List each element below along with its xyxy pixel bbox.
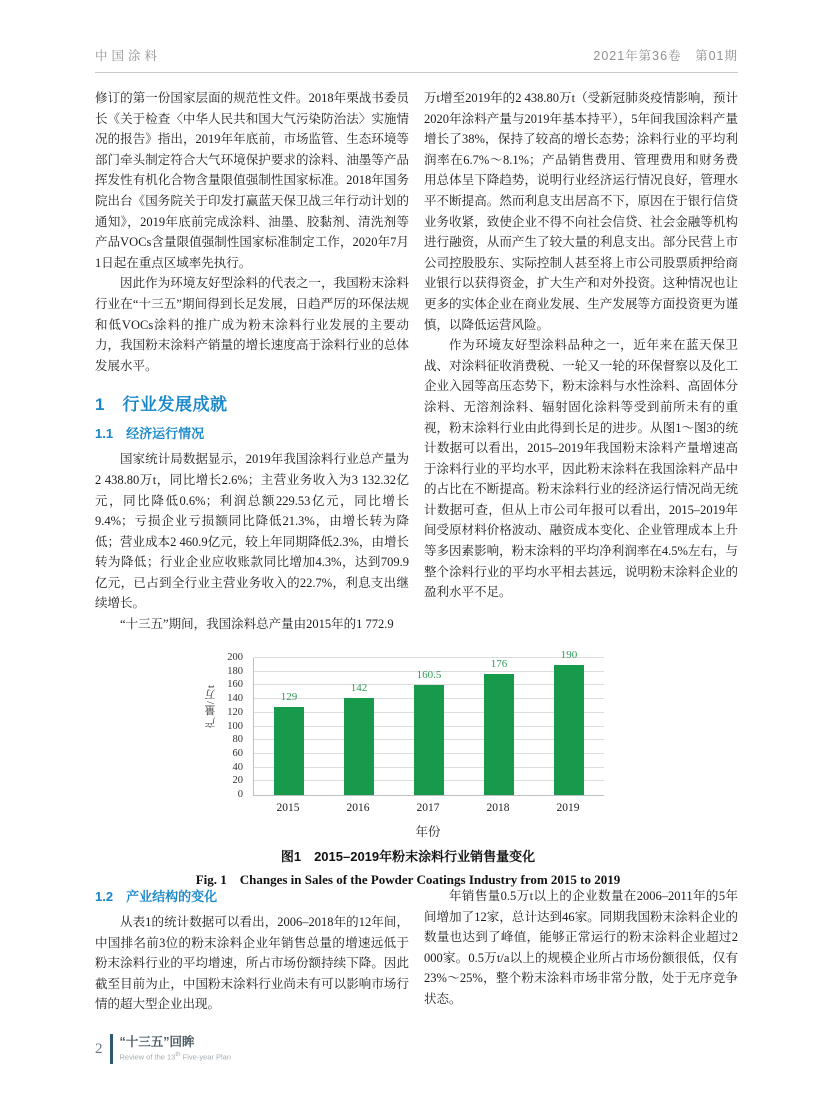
paragraph: 修订的第一份国家层面的规范性文件。2018年栗战书委员长《关于检查〈中华人民共和国大气污染防治法〉实施情况的报告》指出，2019年年底前，市场监管、生态环境等部门牵头制定符合大气环境保护要求的涂料、油墨等产品挥发性有机化合物含量限值强制性国家标准。2018年国务院出台《国务院关于印发打赢蓝天保卫战三年行动计划的通知》，2019年底前完成涂料、油墨、胶黏剂、清洗剂等产品VOCs含量限值强制性国家标准制定工作，2020年7月1日起在重点区域率先执行。 xyxy=(95,91,409,270)
chart-ytick-label: 140 xyxy=(227,693,243,705)
chart-xtick-label: 2017 xyxy=(416,802,440,814)
chart-bar xyxy=(554,665,584,795)
chart-bar xyxy=(484,674,514,795)
chart-ytick-label: 180 xyxy=(227,665,243,677)
chart-ytick-label: 20 xyxy=(232,775,243,787)
chart-ytick-label: 100 xyxy=(227,720,243,732)
chart-bar-value-label: 176 xyxy=(490,658,508,671)
chart-ytick-label: 40 xyxy=(232,761,243,773)
left-column-bottom xyxy=(95,886,409,1054)
chart-ytick-label: 80 xyxy=(232,734,243,746)
chart-xtick-label: 2019 xyxy=(556,802,580,814)
chart-bar xyxy=(274,707,304,795)
paragraph: “十三五”期间，我国涂料总产量由2015年的1 772.9 xyxy=(120,617,394,632)
section-heading-1-1: 1.1 经济运行情况 xyxy=(95,426,205,442)
chart-xtick-label: 2016 xyxy=(346,802,370,814)
chart-xtick-label: 2018 xyxy=(486,802,510,814)
page-header xyxy=(95,46,738,73)
chart-ytick-label: 160 xyxy=(227,679,243,691)
figure-caption-chinese: 图1 2015–2019年粉末涂料行业销售量变化 xyxy=(280,849,536,864)
chart-xtick-label: 2015 xyxy=(276,802,300,814)
figure-caption-english: Fig. 1 Changes in Sales of the Powder Coatings Industry from 2015 to 2019 xyxy=(195,872,621,887)
chart-plot xyxy=(253,648,604,796)
paragraph: 万t增至2019年的2 438.80万t（受新冠肺炎疫情影响，预计2020年涂料产量与2019年基本持平），5年间我国涂料产量增长了38%，保持了较高的增长态势；涂料行业的平均利润率在6.7%～8.1%；产品销售费用、管理费用和财务费用总体呈下降趋势，说明行业经济运行情况良好，管理水平不断提高。然而利息支出居高不下，原因在于银行信贷业务收紧，致使企业不得不向社会信贷、社会金融等机构进行融资，从而产生了较大量的利息支出。部分民营上市公司控股股东、实际控制人甚至将上市公司股票质押给商业银行以获得资金，扩大生产和对外投资。这种情况也让更多的实体企业在商业发展、生产发展等方面投资更为谨慎，以降低运营风险。 xyxy=(424,91,738,332)
chart-ytick-label: 0 xyxy=(237,789,243,800)
chart-bar xyxy=(414,685,444,795)
chart-ytick-labels xyxy=(219,652,247,800)
paragraph: 作为环境友好型涂料品种之一，近年来在蓝天保卫战、对涂料征收消费税、一轮又一轮的环保督察以及化工企业入园等高压态势下，粉末涂料与水性涂料、高固体分涂料、无溶剂涂料、辐射固化涂料等受到前所未有的重视，粉末涂料行业由此得到长足的进步。从图1～图3的统计数据可以看出，2015–2019年我国粉末涂料产量增速高于涂料行业的平均水平，因此粉末涂料在我国涂料产品中的占比在不断提高。粉末涂料行业的经济运行情况尚无统计数据可查，但从上市公司年报可以看出，2015–2019年间受原材料价格波动、融资成本变化、企业管理成本上升等多因素影响，粉末涂料的平均净利润率在4.5%左右，与整个涂料行业的平均水平相去甚远，说明粉末涂料企业的盈利水平不足。 xyxy=(424,338,738,600)
chart-ytick-label: 200 xyxy=(227,652,243,663)
page-number: 2 xyxy=(95,1040,103,1057)
figure-1 xyxy=(0,650,816,888)
chart-xtick-labels xyxy=(253,802,603,814)
footer-title-english: Review of the 13th Five-year Plan xyxy=(119,1051,232,1062)
top-columns xyxy=(95,88,738,648)
issue-info: 2021年第36卷 第01期 xyxy=(593,49,738,63)
page-footer xyxy=(95,1034,231,1064)
chart-ytick-label: 120 xyxy=(227,706,243,718)
section-heading-1-2: 1.2 产业结构的变化 xyxy=(95,889,218,904)
journal-name: 中国涂料 xyxy=(95,49,162,63)
footer-titles xyxy=(120,1035,232,1063)
chart-bar xyxy=(344,698,374,795)
chart-bar-value-label: 142 xyxy=(350,681,368,694)
footer-title-chinese: “十三五”回眸 xyxy=(119,1035,195,1050)
bottom-columns xyxy=(95,886,738,1054)
paragraph: 国家统计局数据显示，2019年我国涂料行业总产量为2 438.80万t，同比增长2.6%；主营业务收入为3 132.32亿元，同比降低0.6%；利润总额229.53亿元，同比增长9.4%；亏损企业亏损额同比降低21.3%，由增长转为降低；营业成本2 460.9亿元，较上年同期降低2.3%，由增长转为降低；行业企业应收账款同比增加4.3%，达到709.9亿元，已占到全行业主营业务收入的22.7%，利息支出继续增长。 xyxy=(95,452,409,611)
bar-chart xyxy=(193,650,623,840)
paragraph: 从表1的统计数据可以看出，2006–2018年的12年间，中国排名前3位的粉末涂料企业年销售总量的增速远低于粉末涂料行业的平均增速，所占市场份额持续下降。因此截至目前为止，中国粉末涂料行业尚未有可以影响市场行情的超大型企业出现。 xyxy=(95,915,409,1012)
chart-bar-value-label: 129 xyxy=(280,690,298,703)
chart-ytick-label: 60 xyxy=(232,747,243,759)
chart-x-axis-label: 年份 xyxy=(415,825,441,839)
section-heading-1: 1 行业发展成就 xyxy=(95,395,228,415)
right-column xyxy=(424,88,738,648)
chart-y-axis-label: 产量/万t xyxy=(205,684,217,729)
paragraph: 因此作为环境友好型涂料的代表之一，我国粉末涂料行业在“十三五”期间得到长足发展，日趋严厉的环保法规和低VOCs涂料的推广成为粉末涂料行业发展的主要动力，我国粉末涂料产销量的增长速度高于涂料行业的总体发展水平。 xyxy=(95,276,409,373)
chart-bar-value-label: 190 xyxy=(560,648,578,661)
paragraph: 年销售量0.5万t以上的企业数量在2006–2011年的5年间增加了12家，总计达到46家。同期我国粉末涂料企业的数量也达到了峰值，能够正常运行的粉末涂料企业超过2 000家。0.5万t/a以上的规模企业所占市场份额很低，仅有23%～25%，整个粉末涂料市场非常分散，处于无序竞争状态。 xyxy=(424,889,738,1006)
chart-bar-value-label: 160.5 xyxy=(416,669,442,682)
left-column xyxy=(95,88,409,648)
right-column-bottom xyxy=(424,886,738,1054)
footer-divider-bar xyxy=(110,1034,113,1064)
